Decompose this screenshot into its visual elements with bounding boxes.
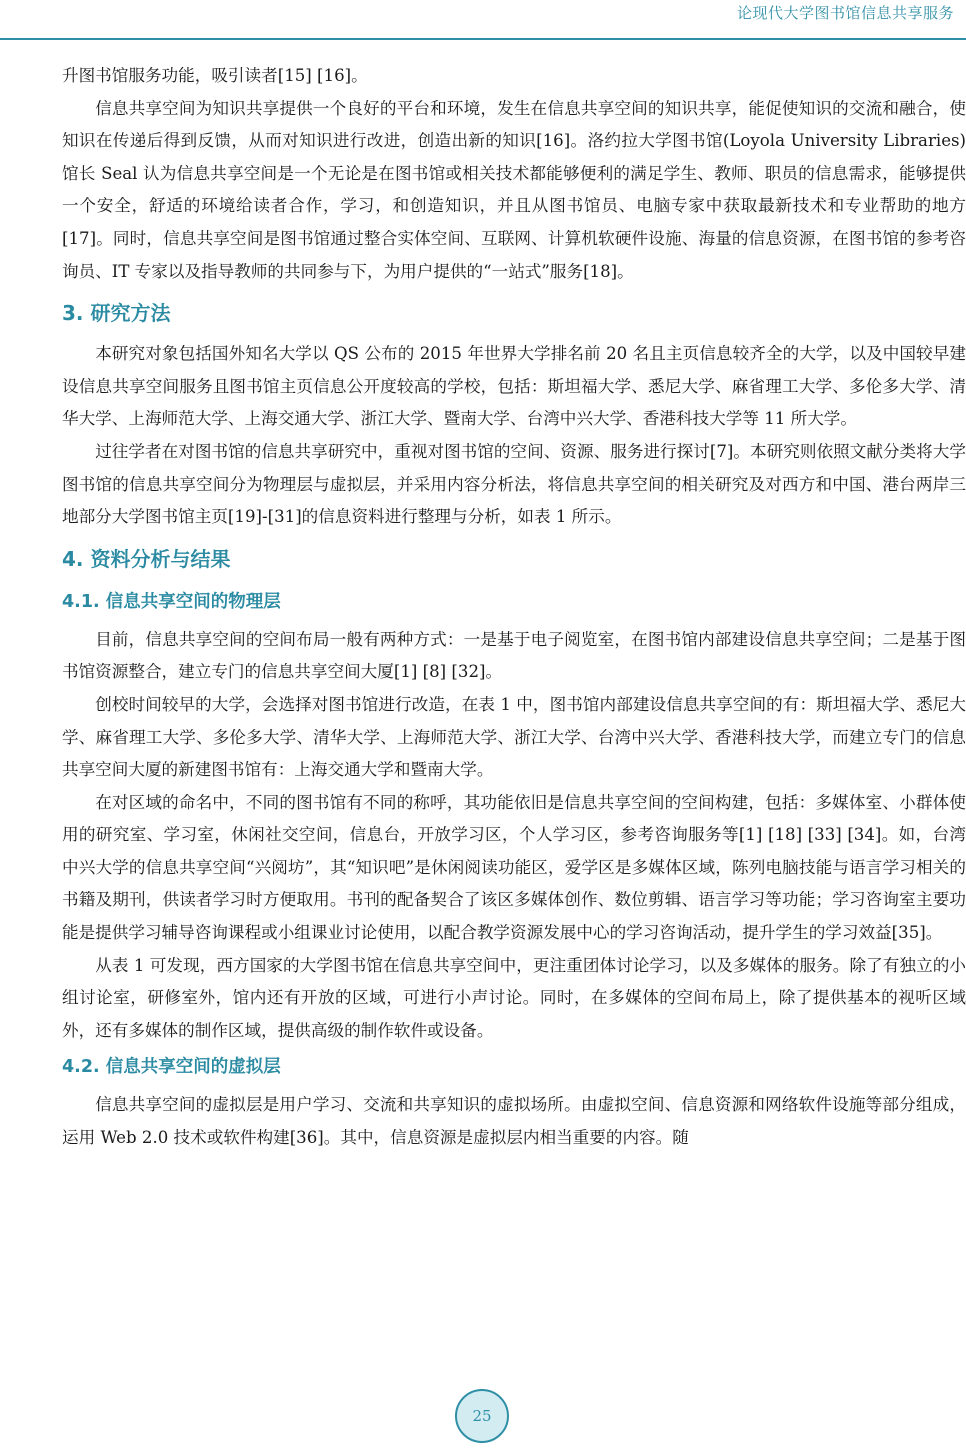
section-heading-4: 4. 资料分析与结果	[62, 546, 231, 571]
running-title: 论现代大学图书馆信息共享服务	[736, 4, 954, 22]
subsection-heading-4-1: 4.1. 信息共享空间的物理层	[62, 591, 281, 612]
paragraph: 信息共享空间的虚拟层是用户学习、交流和共享知识的虚拟场所。由虚拟空间、信息资源和网络软件设施等部分组成，运用 Web 2.0 技术或软件构建[36]。其中，信息资源是虚拟层内相当重要的内容。随	[62, 1095, 966, 1148]
header-rule	[0, 38, 966, 40]
paragraph: 信息共享空间为知识共享提供一个良好的平台和环境，发生在信息共享空间的知识共享，能促使知识的交流和融合，使知识在传递后得到反馈，从而对知识进行改进，创造出新的知识[16]。洛约拉大学图书馆(Loyola University Libraries)馆长 Seal 认为信息共享空间是一个无论是在图书馆或相关技术都能够便利的满足学生、教师、职员的信息需求，能够提供一个安全，舒适的环境给读者合作，学习，和创造知识，并且从图书馆员、电脑专家中获取最新技术和专业帮助的地方[17]。同时，信息共享空间是图书馆通过整合实体空间、互联网、计算机软硬件设施、海量的信息资源，在图书馆的参考咨询员、IT 专家以及指导教师的共同参与下，为用户提供的“一站式”服务[18]。	[62, 98, 966, 281]
paragraph: 从表 1 可发现，西方国家的大学图书馆在信息共享空间中，更注重团体讨论学习，以及多媒体的服务。除了有独立的小组讨论室，研修室外，馆内还有开放的区域，可进行小声讨论。同时，在多媒体的空间布局上，除了提供基本的视听区域外，还有多媒体的制作区域，提供高级的制作软件或设备。	[62, 955, 966, 1040]
article-body	[62, 60, 966, 1155]
paragraph: 目前，信息共享空间的空间布局一般有两种方式：一是基于电子阅览室，在图书馆内部建设信息共享空间；二是基于图书馆资源整合，建立专门的信息共享空间大厦[1] [8] [32]。	[62, 629, 966, 682]
paragraph: 升图书馆服务功能，吸引读者[15] [16]。	[62, 66, 368, 85]
page-header	[0, 0, 966, 36]
page-number-badge: 25	[455, 1389, 509, 1443]
subsection-heading-4-2: 4.2. 信息共享空间的虚拟层	[62, 1057, 281, 1078]
paragraph: 创校时间较早的大学，会选择对图书馆进行改造，在表 1 中，图书馆内部建设信息共享空间的有：斯坦福大学、悉尼大学、麻省理工大学、多伦多大学、清华大学、上海师范大学、浙江大学、台湾中兴大学、香港科技大学，而建立专门的信息共享空间大厦的新建图书馆有：上海交通大学和暨南大学。	[62, 694, 966, 780]
paragraph: 过往学者在对图书馆的信息共享研究中，重视对图书馆的空间、资源、服务进行探讨[7]。本研究则依照文献分类将大学图书馆的信息共享空间分为物理层与虚拟层，并采用内容分析法，将信息共享空间的相关研究及对西方和中国、港台两岸三地部分大学图书馆主页[19]-[31]的信息资料进行整理与分析，如表 1 所示。	[62, 441, 966, 527]
section-heading-3: 3. 研究方法	[62, 301, 171, 326]
paragraph: 本研究对象包括国外知名大学以 QS 公布的 2015 年世界大学排名前 20 名且主页信息较齐全的大学，以及中国较早建设信息共享空间服务且图书馆主页信息公开度较高的学校，包括：斯坦福大学、悉尼大学、麻省理工大学、多伦多大学、清华大学、上海师范大学、上海交通大学、浙江大学、暨南大学、台湾中兴大学、香港科技大学等 11 所大学。	[62, 344, 966, 429]
paragraph: 在对区域的命名中，不同的图书馆有不同的称呼，其功能依旧是信息共享空间的空间构建，包括：多媒体室、小群体使用的研究室、学习室，休闲社交空间，信息台，开放学习区，个人学习区，参考咨询服务等[1] [18] [33] [34]。如，台湾中兴大学的信息共享空间“兴阅坊”，其“知识吧”是休闲阅读功能区，爱学区是多媒体区域，陈列电脑技能与语言学习相关的书籍及期刊，供读者学习时方便取用。书刊的配备契合了该区多媒体创作、数位剪辑、语言学习等功能；学习咨询室主要功能是提供学习辅导咨询课程或小组课业讨论使用，以配合教学资源发展中心的学习咨询活动，提升学生的学习效益[35]。	[62, 792, 966, 943]
